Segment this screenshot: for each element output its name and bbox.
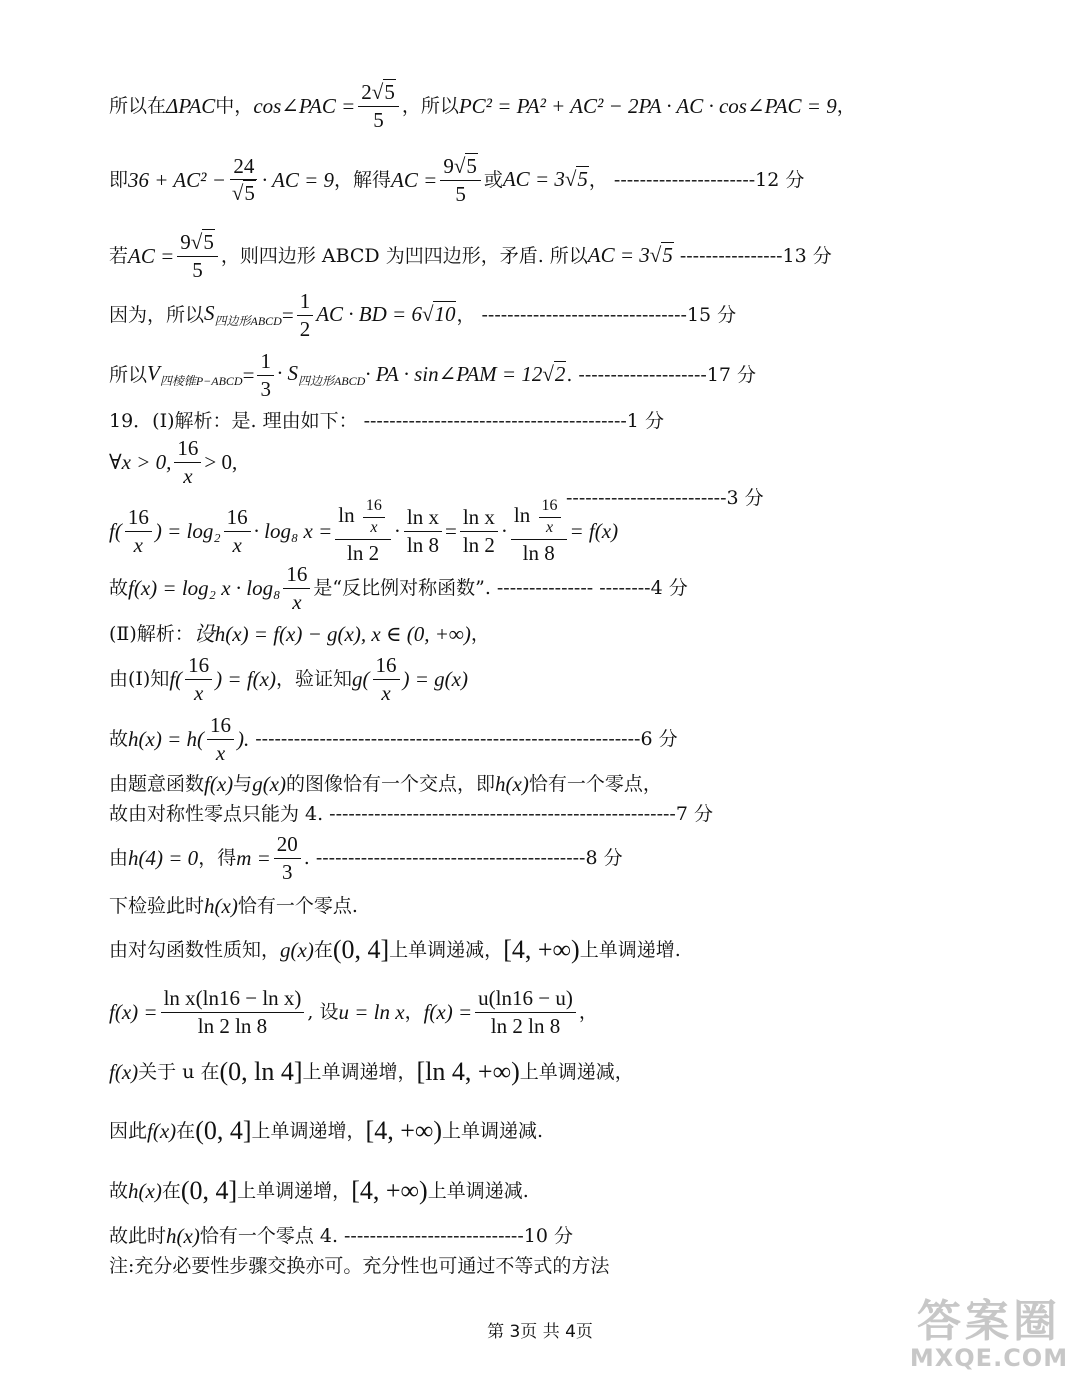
numerator: 16	[125, 506, 152, 531]
line-1	[109, 79, 856, 133]
numerator: 16	[539, 498, 561, 518]
denominator: x	[194, 680, 204, 705]
text: 上单调递增，	[302, 1060, 417, 1083]
fraction	[207, 714, 234, 763]
math: cos∠PAC =	[253, 93, 356, 118]
note: 注:充分必要性步骤交换亦可。充分性也可通过不等式的方法	[109, 1254, 610, 1277]
line-8-score	[566, 478, 764, 518]
fraction	[283, 563, 310, 612]
denominator: ln 8	[522, 540, 555, 565]
math: AC · BD = 6	[316, 302, 422, 327]
denominator: ln 2 ln 8	[197, 1013, 268, 1038]
interval: (0, 4]	[195, 1116, 252, 1145]
text: 上单调递减，	[519, 1060, 634, 1083]
subscript: 四边形ABCD	[297, 374, 366, 388]
interval: [4, +∞)	[351, 1176, 428, 1205]
numerator: ln x	[404, 506, 442, 531]
fraction	[125, 506, 152, 555]
text: 所以	[109, 363, 148, 386]
math: h(x)	[204, 893, 238, 918]
math: 36 + AC² −	[128, 167, 226, 192]
score-mark: --------------- --------4 分	[496, 576, 688, 599]
math: h(x)	[166, 1223, 200, 1248]
text: ，	[836, 94, 856, 117]
radicand: 5	[662, 243, 673, 268]
numerator: u(ln16 − u)	[475, 987, 576, 1012]
score-mark: ------------------------------------------8 分	[315, 846, 623, 869]
fraction: $\frac{9√5}{5}$	[440, 155, 481, 205]
text: ，	[404, 1000, 424, 1023]
line-18	[109, 986, 598, 1038]
math: ).	[237, 726, 250, 751]
numerator: 16	[185, 654, 212, 679]
denominator: ln 2 ln 8	[490, 1013, 561, 1038]
fraction	[511, 498, 567, 564]
math: S	[204, 301, 215, 325]
text: 的图像恰有一个交点，即	[286, 772, 496, 795]
denominator: x	[232, 532, 242, 557]
line-15	[109, 832, 623, 884]
fraction	[161, 987, 305, 1036]
math: f(	[169, 666, 183, 691]
text: 即	[109, 168, 129, 191]
text: 故	[109, 1179, 129, 1202]
text: 由	[109, 846, 129, 869]
math: ln	[513, 503, 531, 528]
text: 恰有一个零点，	[528, 772, 662, 795]
text: 故由对称性零点只能为 4.	[109, 802, 324, 825]
line-19	[109, 1052, 634, 1092]
radicand: 5	[466, 153, 477, 178]
math: = f(x)	[569, 518, 619, 543]
score-mark: ----------------------12 分	[613, 168, 805, 191]
numerator: 16	[373, 654, 400, 679]
line-7	[109, 436, 238, 488]
text: 由对勾函数性质知，	[109, 938, 281, 961]
score-mark: ----------------13 分	[679, 244, 832, 267]
line-3: 若 AC = $\frac{9√5}{5}$ ，则四边形 ABCD 为凹四边形，矛盾. 所以 AC = 3√5 ----------------13 分	[109, 229, 832, 283]
text: 恰有一个零点 4.	[199, 1224, 338, 1247]
text: 关于 u 在	[138, 1060, 220, 1083]
math: ·	[500, 518, 508, 543]
denominator: 5	[192, 258, 203, 283]
score-mark: ------------------------------------------------------7 分	[329, 802, 713, 825]
math: u = ln x	[338, 999, 405, 1024]
math: g(x)	[280, 937, 314, 962]
line-9	[109, 562, 688, 614]
line-4: 因为，所以 $S_{四边形ABCD}$ = $\frac{1}{2}$ AC · BD = 6√10 ， --------------------------------15 分	[109, 289, 737, 341]
math: · S	[276, 361, 298, 385]
line-6	[109, 401, 664, 441]
text: ，	[578, 1000, 598, 1023]
math: h(x)	[128, 1178, 162, 1203]
denominator: 3	[282, 859, 293, 884]
math: f(x)	[109, 1059, 139, 1084]
radicand: 5	[203, 229, 214, 254]
radicand: 5	[577, 167, 588, 192]
numerator: 9	[443, 153, 454, 178]
text: 因此	[109, 1119, 148, 1142]
text: 因为，所以	[109, 303, 205, 326]
math: h(x)	[495, 771, 529, 796]
fraction	[475, 987, 576, 1036]
text: 上单调递减，	[389, 938, 504, 961]
denominator: 3	[260, 376, 271, 401]
text: 恰有一个零点.	[237, 894, 358, 917]
subscript: 四棱锥P−ABCD	[159, 374, 243, 388]
text: 故	[109, 576, 129, 599]
denominator: ln 8	[406, 532, 439, 557]
text: 中，	[215, 94, 254, 117]
interval: [4, +∞)	[503, 935, 580, 964]
text: 所以在	[109, 94, 167, 117]
math: ) = log₂	[154, 518, 221, 543]
line-8	[109, 497, 619, 565]
numerator: 16	[174, 437, 201, 462]
line-2: 即 36 + AC² − $\frac{24}{√5}$ · AC = 9 ，解得 AC = $\frac{9√5}{5}$ 或 AC = 3√5 ， ----------------------12 分	[109, 153, 805, 207]
text: 或	[483, 168, 503, 191]
numerator: 20	[274, 833, 301, 858]
interval: (0, ln 4]	[219, 1057, 303, 1086]
line-5: 所以 $V_{四棱锥P-ABCD}$ = $\frac{1}{3}$ · $S_{四边形ABCD}$ · PA · sin∠PAM = 12√2 . --------------------17 分	[109, 349, 757, 401]
denominator: 2	[299, 316, 311, 341]
text: , 设	[307, 1000, 339, 1023]
radicand: 2	[554, 362, 566, 387]
text: 上单调递减.	[427, 1179, 529, 1202]
text: ，验证知	[275, 667, 352, 690]
fraction	[185, 654, 212, 703]
math: · PA · sin∠PAM = 12	[365, 362, 543, 387]
math: PC² = PA² + AC² − 2PA · AC · cos∠PAC = 9	[458, 93, 837, 118]
text: (Ⅱ)解析：	[109, 622, 194, 645]
text: ，解得	[334, 168, 392, 191]
math: AC =	[391, 167, 438, 192]
line-23	[109, 1246, 609, 1286]
text: 在	[313, 938, 333, 961]
interval: (0, 4]	[180, 1176, 238, 1205]
fraction	[297, 290, 314, 339]
denominator: ln 2	[347, 540, 380, 565]
numerator: 16	[207, 714, 234, 739]
text: .	[303, 846, 310, 869]
denominator: 5	[455, 182, 466, 207]
interval: (0, 4]	[332, 935, 390, 964]
fraction	[174, 437, 201, 486]
numerator: 24	[230, 155, 257, 180]
line-10	[109, 614, 490, 654]
fraction: $\frac{24}{√5}$	[229, 155, 259, 205]
radicand: 10	[434, 302, 456, 327]
math: f(x) =	[109, 999, 158, 1024]
math: AC =	[128, 243, 175, 268]
text: 是“反比例对称函数”.	[313, 576, 491, 599]
math: f(x) = log₂ x · log₈	[128, 575, 281, 600]
text: ，得	[198, 846, 237, 869]
math: f(x)	[147, 1118, 177, 1143]
math: · log₈ x =	[253, 518, 333, 543]
math: h(x) = h(	[128, 726, 204, 751]
fraction	[373, 654, 400, 703]
text: 与	[233, 772, 253, 795]
fraction	[404, 506, 442, 555]
denominator: x	[292, 589, 302, 614]
denominator: ln 2	[462, 532, 495, 557]
text: ，	[456, 303, 476, 326]
text: 若	[109, 244, 129, 267]
score-mark: ----------------------------10 分	[344, 1224, 573, 1247]
text: 下检验此时	[109, 894, 205, 917]
math: f(x)	[204, 771, 234, 796]
math: ∀x > 0,	[109, 449, 172, 474]
math: g(x)	[252, 771, 286, 796]
fraction: $\frac{9√5}{5}$	[177, 231, 218, 281]
math: ln	[338, 503, 355, 528]
denominator: 5	[373, 108, 384, 133]
text: ，则四边形 ABCD 为凹四边形，矛盾. 所以	[220, 244, 588, 267]
interval: [ln 4, +∞)	[416, 1057, 520, 1086]
text: 上单调递增.	[579, 938, 681, 961]
score-mark: --------------------17 分	[578, 363, 757, 386]
fraction	[335, 498, 391, 564]
radicand: 5	[244, 180, 255, 205]
numerator: 16	[283, 563, 310, 588]
numerator: 1	[257, 350, 274, 375]
fraction	[257, 350, 274, 399]
score-mark: --------------------------------15 分	[481, 303, 737, 326]
denominator: x	[370, 518, 378, 536]
math: 设h(x) = f(x) − g(x), x ∈ (0, +∞)	[193, 621, 471, 646]
text: ，	[470, 622, 490, 645]
line-16	[109, 886, 358, 926]
score-mark: ------------------------------------------------------------6 分	[255, 727, 678, 750]
text: 由(Ⅰ)知	[109, 667, 170, 690]
fraction: $\frac{2√5}{5}$	[358, 81, 399, 131]
interval: [4, +∞)	[365, 1116, 443, 1145]
math: f(	[109, 518, 122, 543]
fraction	[274, 833, 301, 882]
math: h(4) = 0	[128, 845, 199, 870]
watermark-logo	[904, 1273, 1074, 1373]
numerator: 1	[297, 290, 314, 315]
watermark-cn: 答案圈	[917, 1296, 1061, 1348]
text: 故此时	[109, 1224, 167, 1247]
math: AC = 3	[502, 167, 565, 192]
question-heading: 19．(Ⅰ)解析：是. 理由如下：	[109, 409, 358, 432]
math: AC = 3	[587, 243, 650, 268]
subscript: 四边形ABCD	[214, 314, 282, 328]
numerator: 16	[224, 506, 251, 531]
math: V	[147, 361, 160, 385]
fraction	[224, 506, 251, 555]
math: ) = f(x)	[215, 666, 276, 691]
math: =	[242, 362, 255, 387]
score-mark: -------------------------3 分	[566, 486, 764, 509]
watermark-en: MXQE.COM	[909, 1344, 1069, 1373]
numerator: ln x	[460, 506, 498, 531]
line-12	[109, 713, 678, 765]
line-21	[109, 1171, 529, 1211]
math: · AC = 9	[261, 167, 335, 192]
text: ，所以	[401, 94, 459, 117]
math: =	[444, 518, 457, 543]
text: 故	[109, 727, 129, 750]
radicand: 5	[384, 79, 395, 104]
text: 在	[161, 1179, 181, 1202]
denominator: x	[133, 532, 143, 557]
denominator: x	[545, 518, 554, 536]
math: ) = g(x)	[402, 666, 468, 691]
text: 上单调递减.	[442, 1119, 544, 1142]
numerator: 9	[180, 229, 191, 254]
text: 上单调递增，	[251, 1119, 366, 1142]
line-17	[109, 930, 681, 970]
denominator: x	[215, 740, 226, 765]
numerator: 16	[363, 498, 385, 518]
line-14	[109, 794, 713, 834]
denominator: x	[381, 680, 391, 705]
score-mark: -----------------------------------------1 分	[363, 409, 664, 432]
text: .	[566, 363, 573, 386]
denominator: x	[183, 463, 193, 488]
math: ·	[393, 518, 401, 543]
math: g(	[352, 666, 370, 691]
math: > 0,	[204, 449, 238, 474]
numerator: ln x(ln16 − ln x)	[161, 987, 305, 1012]
math: f(x) =	[423, 999, 473, 1024]
page-footer: 第 3页 共 4页	[487, 1322, 593, 1342]
text: 上单调递增，	[237, 1179, 352, 1202]
text: ，	[588, 168, 608, 191]
math: =	[281, 302, 294, 327]
fraction	[460, 506, 498, 555]
math: m =	[236, 845, 271, 870]
text: 在	[176, 1119, 196, 1142]
line-20	[109, 1111, 543, 1151]
math: ΔPAC	[166, 93, 216, 118]
line-11	[109, 653, 468, 705]
text: 由题意函数	[109, 772, 205, 795]
numerator: 2	[361, 79, 372, 104]
